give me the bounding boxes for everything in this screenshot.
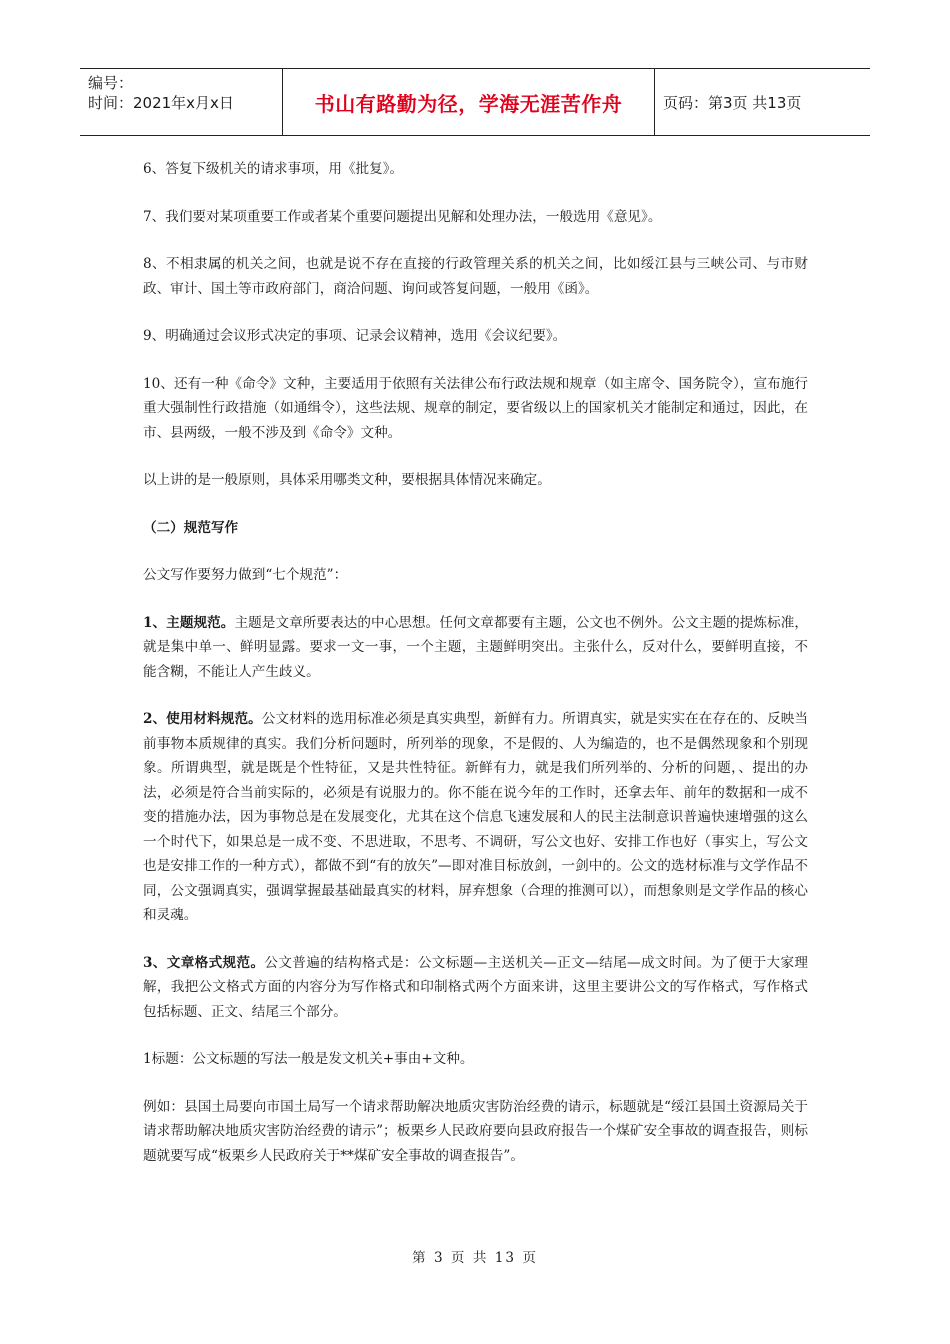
paragraph: 以上讲的是一般原则，具体采用哪类文种，要根据具体情况来确定。 xyxy=(143,472,551,488)
paragraph-lead: 2、使用材料规范。 xyxy=(143,711,262,727)
paragraph: 8、不相隶属的机关之间，也就是说不存在直接的行政管理关系的机关之间，比如绥江县与三峡公司、与市财政、审计、国土等市政府部门，商洽问题、询问或答复问题，一般用《函》。 xyxy=(143,256,808,297)
paragraph: 3、文章格式规范。公文普遍的结构格式是：公文标题—主送机关—正文—结尾—成文时间。为了便于大家理解，我把公文格式方面的内容分为写作格式和印制格式两个方面来讲，这里主要讲公文的写作格式，写作格式包括标题、正文、结尾三个部分。 xyxy=(143,954,809,1020)
paragraph-lead: 1、主题规范。 xyxy=(143,614,235,631)
paragraph-lead: 3、文章格式规范。 xyxy=(143,954,265,971)
header-page-info: 页码：第3页 共13页 xyxy=(663,93,802,112)
paragraph: 2、使用材料规范。公文材料的选用标准必须是真实典型，新鲜有力。所谓真实，就是实实在在存在的、反映当前事物本质规律的真实。我们分析问题时，所列举的现象，不是假的、人为编造的，也不是偶然现象和个别现象。所谓典型，就是既是个性特征，又是共性特征。新鲜有力，就是我们所列举的、分析的问题，、提出的办法，必须是符合当前实际的，必须是有说服力的。你不能在说今年的工作时，还拿去年、前年的数据和一成不变的措施办法，因为事物总是在发展变化，尤其在这个信息飞速发展和人的民主法制意识普遍快速增强的这么一个时代下，如果总是一成不变、不思进取，不思考、不调研，写公文也好、安排工作也好（事实上，写公文也是安排工作的一种方式），都做不到“有的放矢”—即对准目标放剑，一剑中的。公文的选材标准与文学作品不同，公文强调真实，强调掌握最基础最真实的材料，屏弃想象（合理的推测可以），而想象则是文学作品的核心和灵魂。 xyxy=(143,711,808,923)
page-footer: 第 3 页 共 13 页 xyxy=(412,1250,538,1266)
paragraph: 6、答复下级机关的请求事项，用《批复》。 xyxy=(143,161,404,177)
header-left-cell xyxy=(80,69,282,135)
paragraph: 公文写作要努力做到“七个规范”： xyxy=(143,567,348,583)
document-body xyxy=(143,157,808,1191)
paragraph: 例如：县国土局要向市国土局写一个请求帮助解决地质灾害防治经费的请示，标题就是“绥江县国土资源局关于请求帮助解决地质灾害防治经费的请示”；板栗乡人民政府要向县政府报告一个煤矿安全事故的调查报告，则标题就要写成“板栗乡人民政府关于**煤矿安全事故的调查报告”。 xyxy=(143,1098,808,1164)
document-number-label: 编号： xyxy=(88,74,134,92)
page-header xyxy=(80,68,870,136)
header-motto: 书山有路勤为径，学海无涯苦作舟 xyxy=(282,69,655,135)
paragraph: 1、主题规范。主题是文章所要表达的中心思想。任何文章都要有主题，公文也不例外。公文主题的提炼标准，就是集中单一、鲜明显露。要求一文一事，一个主题，主题鲜明突出。主张什么，反对什么，要鲜明直接，不能含糊，不能让人产生歧义。 xyxy=(143,614,808,680)
paragraph: 10、还有一种《命令》文种，主要适用于依照有关法律公布行政法规和规章（如主席令、国务院令），宣布施行重大强制性行政措施（如通缉令），这些法规、规章的制定，要省级以上的国家机关才能制定和通过，因此，在市、县两级，一般不涉及到《命令》文种。 xyxy=(143,375,808,441)
section-heading: （二）规范写作 xyxy=(143,519,239,536)
document-time-label: 时间：2021年x月x日 xyxy=(88,94,234,112)
paragraph: 9、明确通过会议形式决定的事项、记录会议精神，选用《会议纪要》。 xyxy=(143,328,567,344)
paragraph: 1标题：公文标题的写法一般是发文机关+事由+文种。 xyxy=(143,1051,474,1067)
paragraph: 7、我们要对某项重要工作或者某个重要问题提出见解和处理办法，一般选用《意见》。 xyxy=(143,208,662,225)
